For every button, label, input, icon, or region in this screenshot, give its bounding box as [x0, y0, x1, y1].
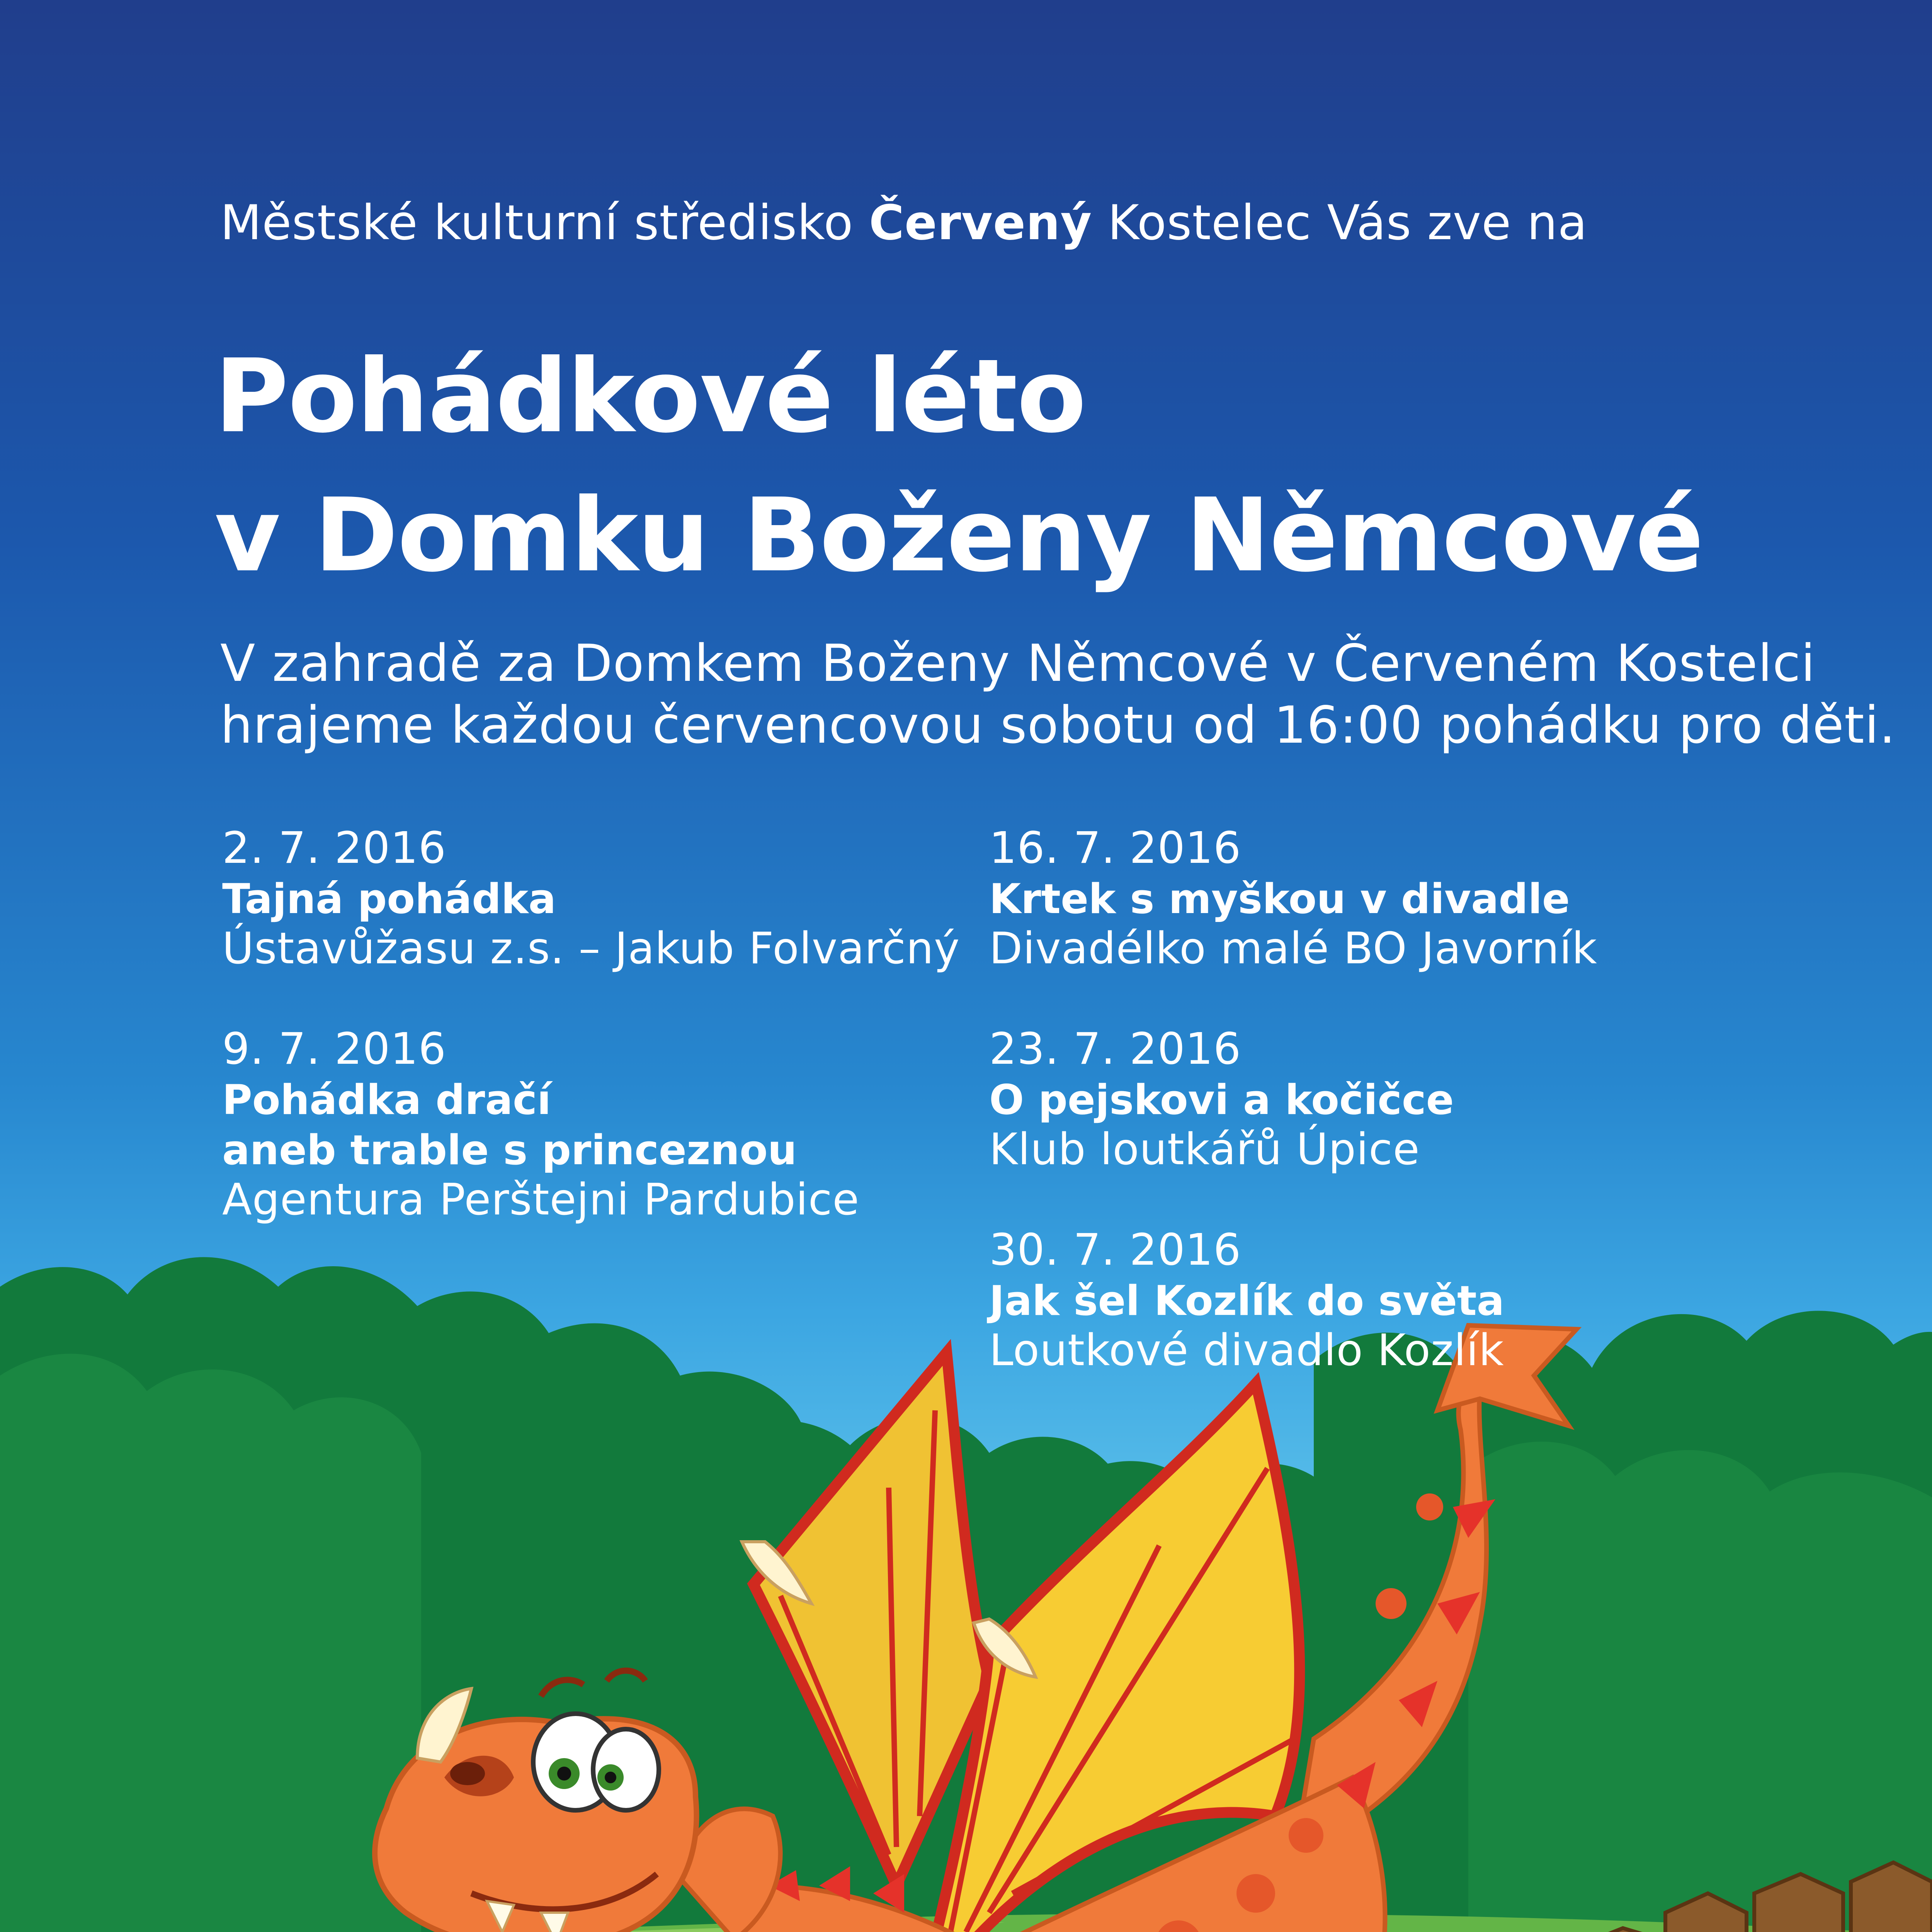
event-date: 9. 7. 2016 [222, 1024, 446, 1074]
event-performer: Divadélko malé BO Javorník [989, 923, 1597, 974]
event-date: 16. 7. 2016 [989, 823, 1242, 873]
event-performer: Loutkové divadlo Kozlík [989, 1325, 1504, 1376]
lead-line-2: hrajeme každou červencovou sobotu od 16:00 pohádku pro děti. [220, 696, 1896, 755]
intro-line [220, 195, 1587, 251]
intro-bold: Červený [869, 195, 1092, 251]
page-title-line-1: Pohádkové léto [214, 337, 1086, 455]
event-date: 2. 7. 2016 [222, 823, 446, 873]
event-performer: Agentura Perštejni Pardubice [222, 1175, 860, 1225]
intro-prefix: Městské kulturní středisko [220, 195, 869, 251]
event-title: Pohádka dračí [222, 1076, 551, 1124]
event-performer: Ústavůžasu z.s. – Jakub Folvarčný [222, 923, 960, 974]
intro-suffix: Kostelec Vás zve na [1092, 195, 1588, 251]
event-title: O pejskovi a kočičce [989, 1076, 1454, 1124]
event-title: aneb trable s princeznou [222, 1126, 797, 1174]
event-date: 23. 7. 2016 [989, 1024, 1242, 1074]
event-performer: Klub loutkářů Úpice [989, 1124, 1420, 1175]
lead-line-1: V zahradě za Domkem Boženy Němcové v Červeném Kostelci [220, 634, 1816, 693]
event-date: 30. 7. 2016 [989, 1225, 1242, 1275]
event-title: Krtek s myškou v divadle [989, 875, 1570, 923]
page-title-line-2: v Domku Boženy Němcové [214, 476, 1703, 594]
event-title: Tajná pohádka [222, 875, 556, 923]
event-title: Jak šel Kozlík do světa [989, 1277, 1505, 1325]
